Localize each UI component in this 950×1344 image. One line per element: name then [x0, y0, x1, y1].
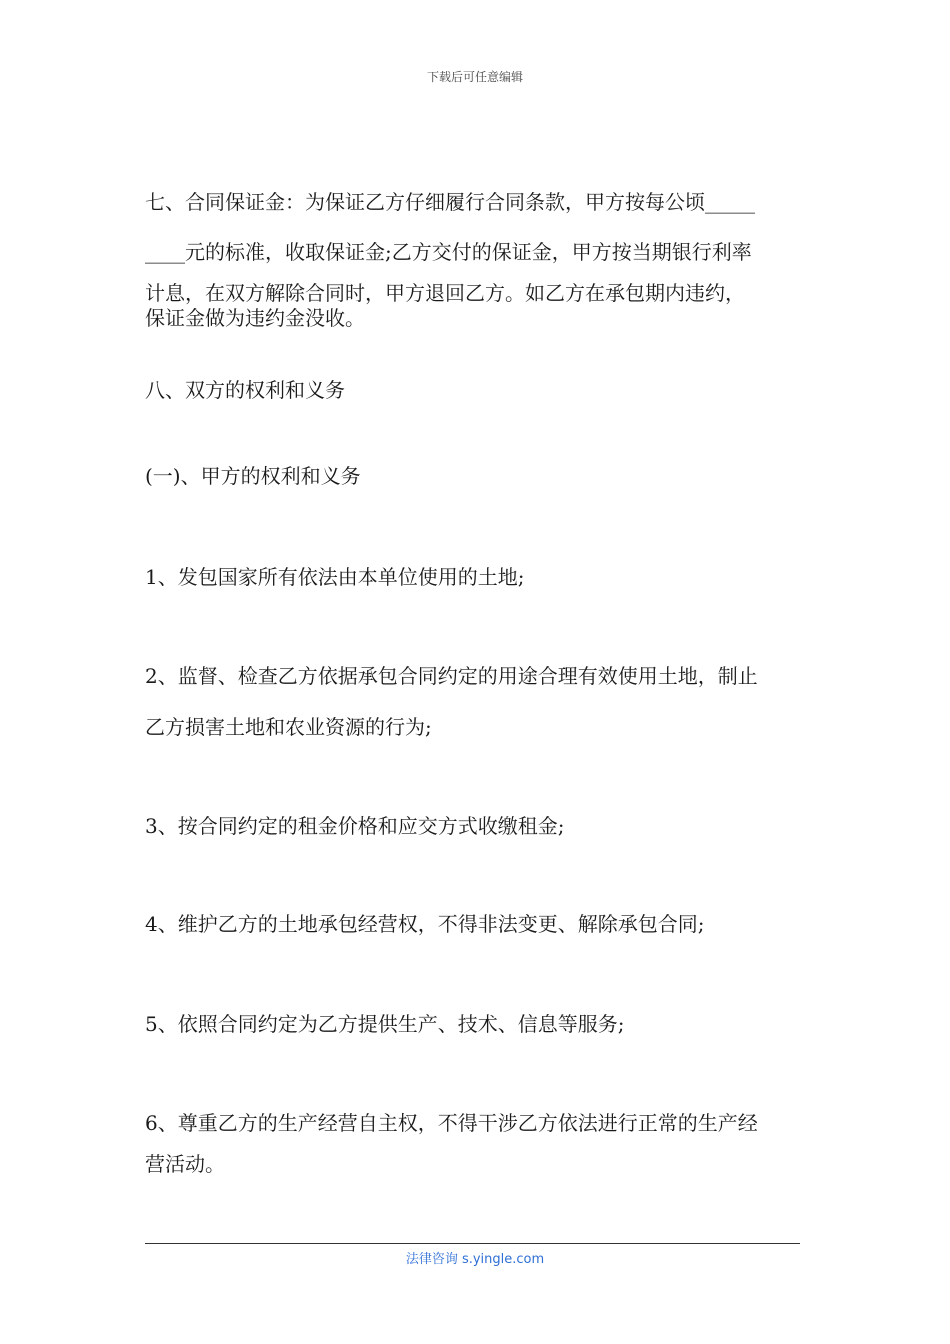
obligation-item-4-line-1: 4、维护乙方的土地承包经营权，不得非法变更、解除承包合同;: [145, 912, 705, 936]
obligation-item-5-line-1: 5、依照合同约定为乙方提供生产、技术、信息等服务;: [145, 1012, 625, 1036]
obligation-item-6-line-2: 营活动。: [145, 1152, 225, 1176]
section-7-line-4: 保证金做为违约金没收。: [145, 306, 365, 330]
section-8-subtitle: (一)、甲方的权利和义务: [145, 464, 361, 488]
page-header: 下载后可任意编辑: [426, 70, 523, 84]
section-7-line-1: 七、合同保证金：为保证乙方仔细履行合同条款，甲方按每公顷_____: [145, 190, 755, 214]
obligation-item-5: [145, 1008, 805, 1037]
obligation-item-2-line-2: 乙方损害土地和农业资源的行为;: [145, 715, 432, 739]
obligation-item-6-line-1: 6、尊重乙方的生产经营自主权，不得干涉乙方依法进行正常的生产经: [145, 1111, 758, 1135]
obligation-item-3-line-1: 3、按合同约定的租金价格和应交方式收缴租金;: [145, 814, 565, 838]
section-7-line-3: 计息，在双方解除合同时，甲方退回乙方。如乙方在承包期内违约，: [145, 281, 745, 305]
obligation-item-2-line-1: 2、监督、检查乙方依据承包合同约定的用途合理有效使用土地，制止: [145, 664, 758, 688]
obligation-item-3: [145, 810, 805, 839]
obligation-item-1: [145, 561, 805, 590]
footer-link[interactable]: 法律咨询 s.yingle.com: [405, 1252, 545, 1267]
footer-divider: [145, 1243, 800, 1244]
obligation-item-1-line-1: 1、发包国家所有依法由本单位使用的土地;: [145, 565, 525, 589]
section-8-title: 八、双方的权利和义务: [145, 378, 345, 402]
obligation-item-4: [145, 908, 805, 937]
section-7-line-2: ____元的标准，收取保证金;乙方交付的保证金，甲方按当期银行利率: [145, 240, 752, 264]
